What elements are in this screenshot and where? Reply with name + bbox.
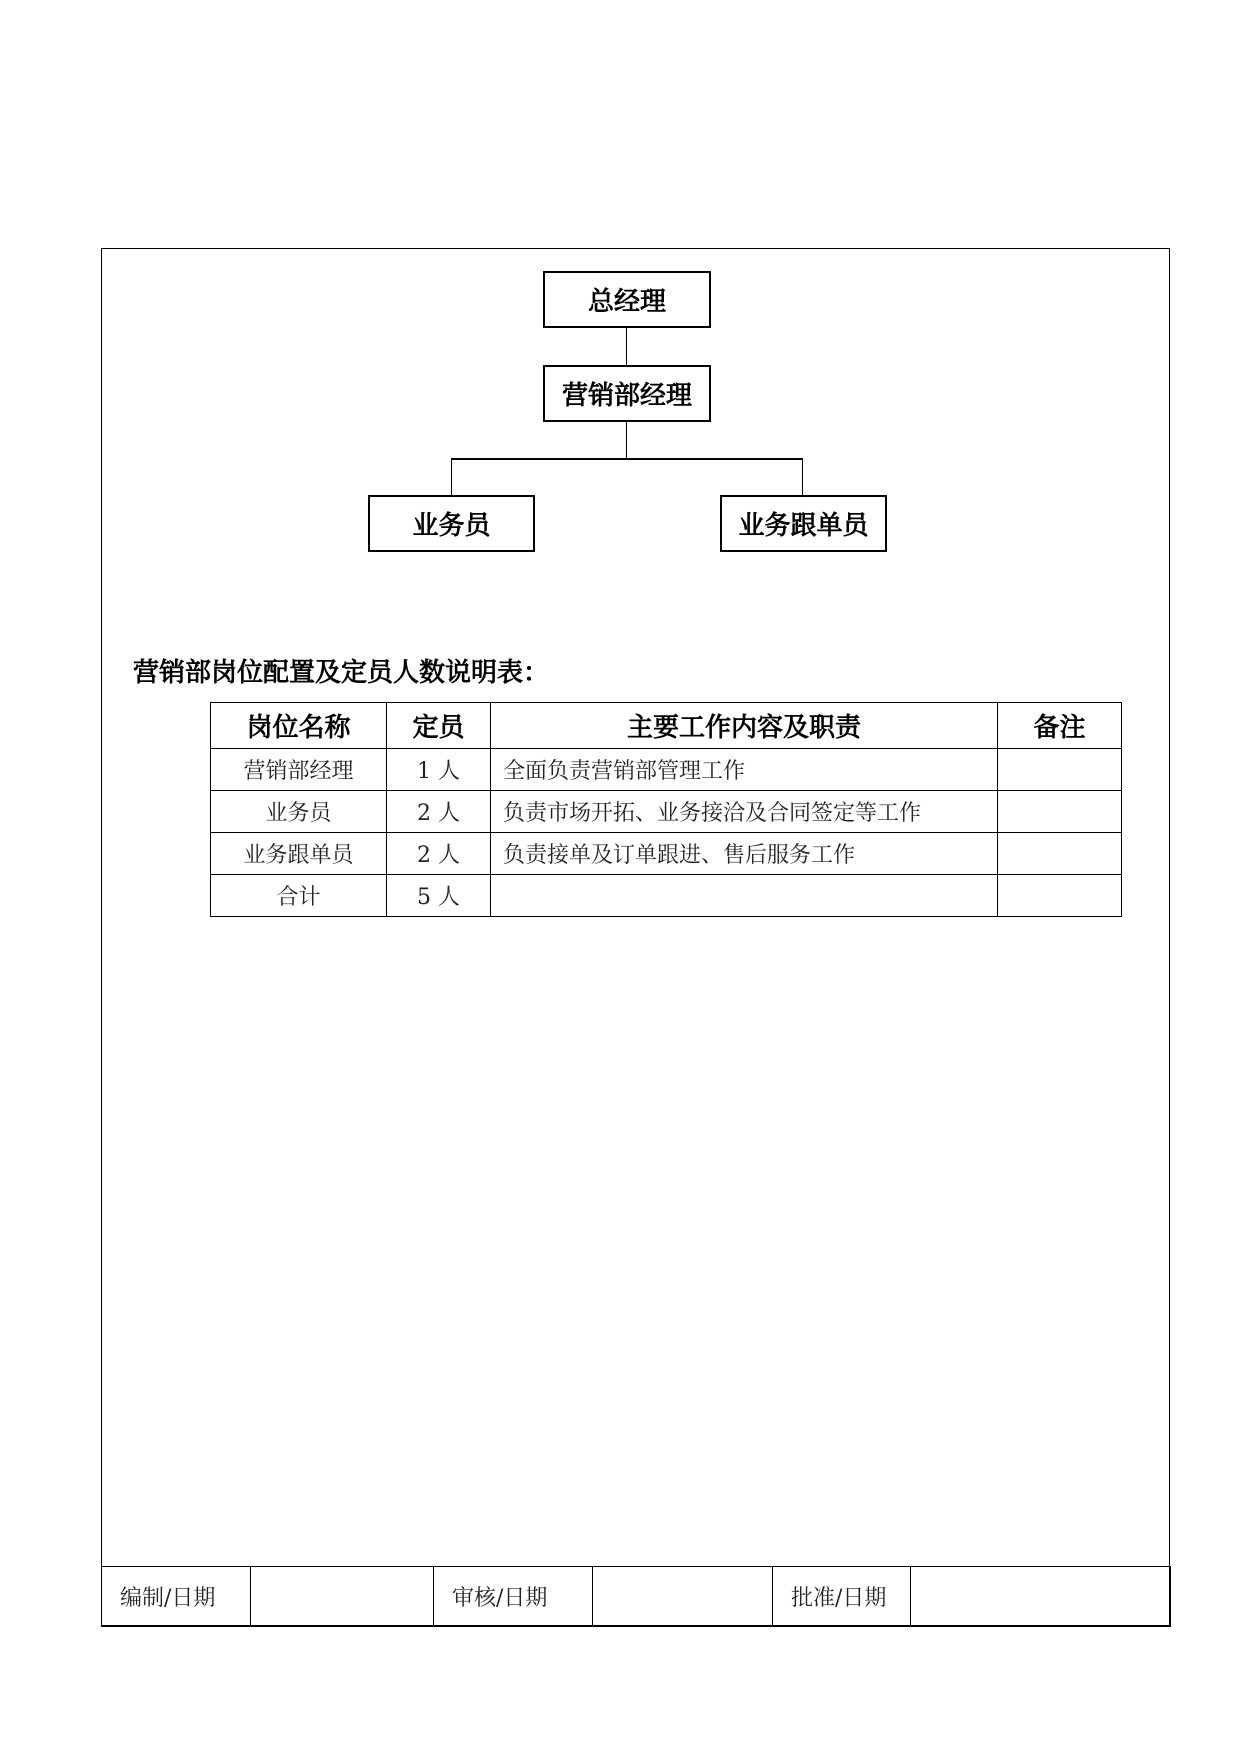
cell-count: 1 人: [387, 749, 491, 791]
org-connector: [626, 328, 627, 365]
reviewed-label: 审核/日期: [434, 1567, 593, 1627]
cell-count: 2 人: [387, 791, 491, 833]
prepared-label: 编制/日期: [102, 1567, 251, 1627]
cell-note: [998, 833, 1122, 875]
cell-position: 业务跟单员: [211, 833, 387, 875]
cell-note: [998, 791, 1122, 833]
org-node-label: 总经理: [587, 287, 666, 317]
org-connector: [451, 458, 802, 460]
cell-duties: 负责市场开拓、业务接洽及合同签定等工作: [491, 791, 998, 833]
org-node-label: 业务跟单员: [738, 511, 869, 541]
signoff-row: [102, 1567, 1171, 1627]
header-duties: 主要工作内容及职责: [491, 703, 998, 749]
org-connector: [451, 458, 452, 495]
org-connector: [802, 458, 803, 495]
cell-duties: [491, 875, 998, 917]
header-position: 岗位名称: [211, 703, 387, 749]
cell-position: 营销部经理: [211, 749, 387, 791]
table-title: 营销部岗位配置及定员人数说明表：: [133, 658, 550, 688]
cell-duties: 全面负责营销部管理工作: [491, 749, 998, 791]
staff-table: [210, 702, 1122, 917]
org-node-order-follower: [720, 495, 887, 552]
table-row: [211, 791, 1122, 833]
org-node-general-manager: [543, 271, 711, 328]
table-row-total: [211, 875, 1122, 917]
cell-duties: 负责接单及订单跟进、售后服务工作: [491, 833, 998, 875]
cell-note: [998, 875, 1122, 917]
approved-field[interactable]: [911, 1567, 1171, 1627]
cell-count: 2 人: [387, 833, 491, 875]
org-node-label: 业务员: [412, 511, 491, 541]
prepared-field[interactable]: [251, 1567, 434, 1627]
header-count: 定员: [387, 703, 491, 749]
table-header-row: [211, 703, 1122, 749]
cell-position: 业务员: [211, 791, 387, 833]
cell-note: [998, 749, 1122, 791]
header-note: 备注: [998, 703, 1122, 749]
cell-position: 合计: [211, 875, 387, 917]
table-row: [211, 833, 1122, 875]
cell-count: 5 人: [387, 875, 491, 917]
org-node-salesperson: [368, 495, 535, 552]
org-node-marketing-manager: [543, 365, 711, 422]
approved-label: 批准/日期: [773, 1567, 911, 1627]
signoff-table: [101, 1566, 1171, 1627]
table-row: [211, 749, 1122, 791]
org-connector: [626, 422, 627, 458]
org-node-label: 营销部经理: [561, 381, 692, 411]
document-frame: [101, 248, 1170, 1626]
reviewed-field[interactable]: [593, 1567, 773, 1627]
